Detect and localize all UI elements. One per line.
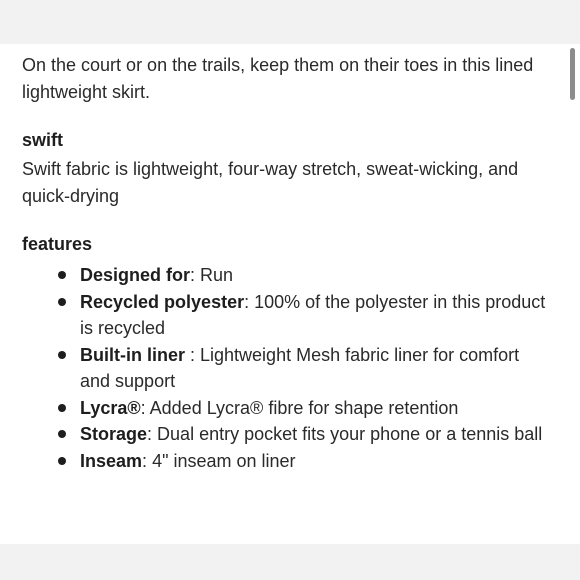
features-heading: features (22, 234, 93, 254)
bullet-icon (58, 430, 66, 438)
bullet-icon (58, 457, 66, 465)
bullet-icon (58, 298, 66, 306)
feature-label: Inseam (80, 450, 143, 471)
bullet-icon (58, 404, 66, 412)
bullet-icon (58, 351, 66, 359)
feature-text: Lightweight Mesh fabric liner for comfort and support (80, 344, 520, 391)
scrollbar-thumb[interactable] (570, 48, 575, 100)
list-item: Recycled polyester: 100% of the polyester in this product is recycled (22, 289, 552, 342)
feature-label: Storage (80, 424, 148, 444)
top-bar (0, 0, 580, 44)
list-item: Storage: Dual entry pocket fits your phone or a tennis ball (22, 421, 552, 448)
bullet-icon (58, 271, 66, 279)
intro-text: On the court or on the trails, keep them on their toes in this lined lightweight skirt. (22, 55, 534, 102)
features-list (22, 262, 552, 474)
feature-label: Lycra® (80, 397, 141, 418)
feature-label: Recycled polyester (80, 291, 245, 312)
feature-text: 4" inseam on liner (152, 450, 296, 471)
list-item: Designed for: Run (22, 262, 552, 289)
swift-heading: swift (22, 130, 64, 150)
feature-text: 100% of the polyester in this product is recycled (80, 291, 546, 338)
feature-text: Run (200, 265, 234, 285)
list-item: Built-in liner : Lightweight Mesh fabric liner for comfort and support (22, 342, 552, 395)
swift-text: Swift fabric is lightweight, four-way stretch, sweat-wicking, and quick-drying (22, 159, 519, 206)
feature-label: Designed for (80, 265, 191, 285)
list-item: Lycra®: Added Lycra® fibre for shape retention (22, 395, 552, 422)
feature-text: Added Lycra® fibre for shape retention (149, 397, 459, 418)
feature-label: Built-in liner (80, 344, 190, 365)
description-content (22, 52, 552, 474)
bottom-bar (0, 544, 580, 580)
feature-text: Dual entry pocket fits your phone or a tennis ball (157, 424, 543, 444)
list-item: Inseam: 4" inseam on liner (22, 448, 552, 475)
